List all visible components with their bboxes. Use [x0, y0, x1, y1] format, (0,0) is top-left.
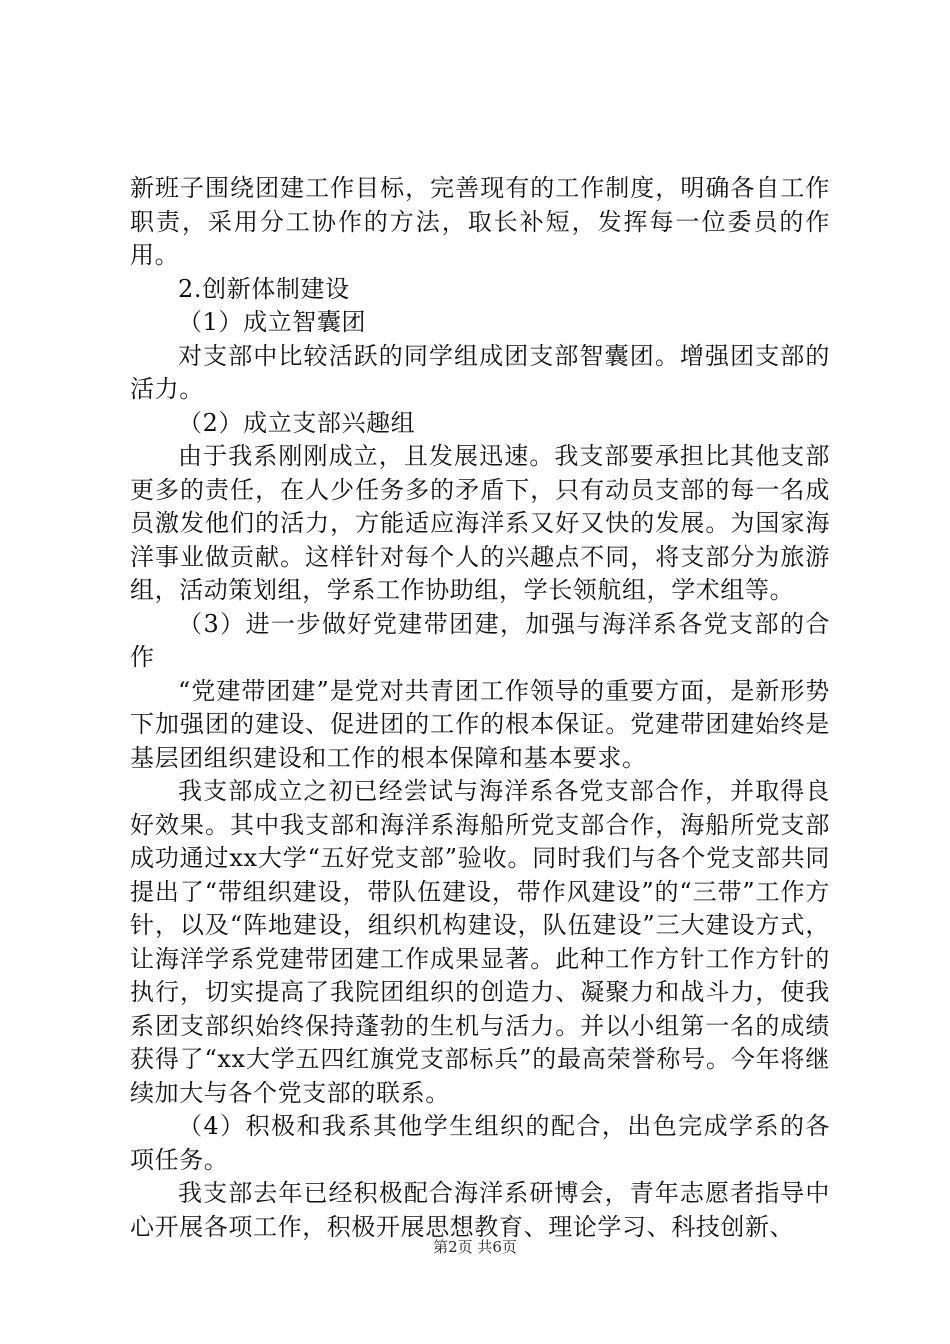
page-footer: 第2页 共6页	[433, 1238, 517, 1256]
document-body	[130, 172, 830, 1244]
paragraph-think-tank: 对支部中比较活跃的同学组成团支部智囊团。增强团支部的活力。	[130, 341, 830, 403]
paragraph-intro: 新班子围绕团建工作目标，完善现有的工作制度，明确各自工作职责，采用分工协作的方法，取长补短，发挥每一位委员的作用。	[130, 174, 830, 269]
paragraph-activities: 我支部去年已经积极配合海洋系研博会，青年志愿者指导中心开展各项工作，积极开展思想教育、理论学习、科技创新、	[130, 1179, 830, 1241]
subheading-3: （3）进一步做好党建带团建，加强与海洋系各党支部的合作	[130, 609, 830, 671]
paragraph-interest-groups: 由于我系刚刚成立，且发展迅速。我支部要承担比其他支部更多的责任，在人少任务多的矛盾下，只有动员支部的每一名成员激发他们的活力，方能适应海洋系又好又快的发展。为国家海洋事业做贡献。这样针对每个人的兴趣点不同，将支部分为旅游组，活动策划组，学系工作协助组，学长领航组，学术组等。	[130, 442, 830, 604]
paragraph-cooperation: 我支部成立之初已经尝试与海洋系各党支部合作，并取得良好效果。其中我支部和海洋系海船所党支部合作，海船所党支部成功通过xx大学“五好党支部”验收。同时我们与各个党支部共同提出了“带组织建设，带队伍建设，带作风建设”的“三带”工作方针，以及“阵地建设，组织机构建设，队伍建设”三大建设方式，让海洋学系党建带团建工作成果显著。此种工作方针工作方针的执行，切实提高了我院团组织的创造力、凝聚力和战斗力，使我系团支部织始终保持蓬勃的生机与活力。并以小组第一名的成绩获得了“xx大学五四红旗党支部标兵”的最高荣誉称号。今年将继续加大与各个党支部的联系。	[130, 777, 830, 1107]
subheading-1: （1）成立智囊团	[178, 308, 367, 336]
subheading-4: （4）积极和我系其他学生组织的配合，出色完成学系的各项任务。	[130, 1112, 830, 1174]
paragraph-party-building: “党建带团建”是党对共青团工作领导的重要方面，是新形势下加强团的建设、促进团的工作的根本保证。党建带团建始终是基层团组织建设和工作的根本保障和基本要求。	[130, 676, 830, 772]
subheading-2: （2）成立支部兴趣组	[178, 408, 416, 437]
section-heading: 2.创新体制建设	[178, 274, 350, 303]
